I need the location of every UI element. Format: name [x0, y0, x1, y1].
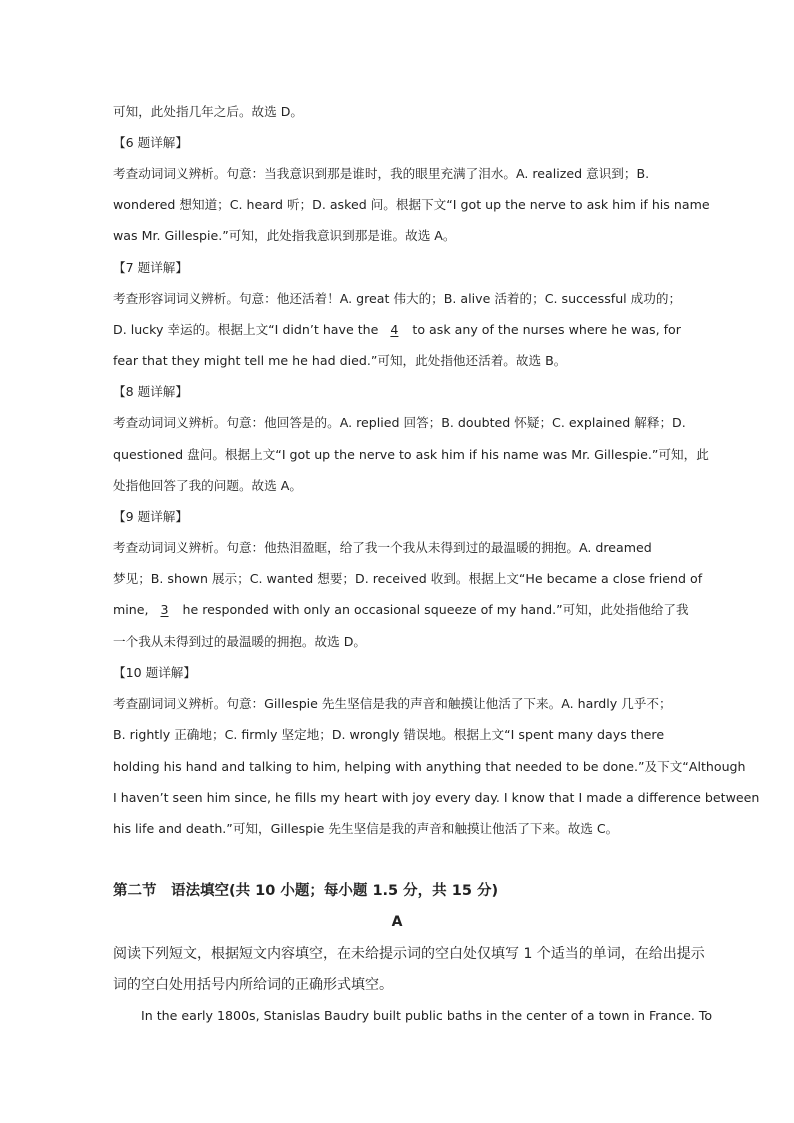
blank-number: 4: [390, 322, 399, 337]
text-line: 一个我从未得到过的最温暖的拥抱。故选 D。: [113, 634, 366, 649]
passage-line: In the early 1800s, Stanislas Baudry built public baths in the center of a town in France. To: [141, 1008, 713, 1023]
text-segment: D. lucky 幸运的。根据上文“I didn’t have the: [113, 322, 379, 337]
text-line: fear that they might tell me he had died.”可知，此处指他还活着。故选 B。: [113, 353, 567, 368]
text-line: his life and death.”可知，Gillespie 先生坚信是我的声音和触摸让他活了下来。故选 C。: [113, 821, 619, 836]
text-line: [113, 600, 713, 620]
instruction-line: 词的空白处用括号内所给词的正确形式填空。: [113, 977, 393, 993]
question-8-heading: 【8 题详解】: [113, 384, 188, 399]
question-7-heading: 【7 题详解】: [113, 260, 188, 275]
blank-number: 3: [160, 602, 169, 617]
text-line: holding his hand and talking to him, helping with anything that needed to be done.”及下文“Although: [113, 759, 746, 774]
text-line: I haven’t seen him since, he fills my heart with joy every day. I know that I made a difference between: [113, 790, 760, 805]
instruction-line: 阅读下列短文，根据短文内容填空，在未给提示词的空白处仅填写 1 个适当的单词，在给出提示: [113, 946, 705, 962]
part-label: A: [391, 914, 403, 930]
question-9-heading: 【9 题详解】: [113, 509, 188, 524]
text-segment: he responded with only an occasional squeeze of my hand.”可知，此处指他给了我: [182, 602, 689, 617]
text-line: 考查形容词词义辨析。句意：他还活着！A. great 伟大的；B. alive 活着的；C. successful 成功的；: [113, 291, 682, 306]
question-10-heading: 【10 题详解】: [113, 665, 196, 680]
text-line: [113, 320, 713, 340]
text-line: 处指他回答了我的问题。故选 A。: [113, 478, 302, 493]
text-line: 考查动词词义辨析。句意：他回答是的。A. replied 回答；B. doubted 怀疑；C. explained 解释；D.: [113, 415, 686, 430]
text-line: B. rightly 正确地；C. firmly 坚定地；D. wrongly 错误地。根据上文“I spent many days there: [113, 727, 665, 742]
text-line: 考查副词词义辨析。句意：Gillespie 先生坚信是我的声音和触摸让他活了下来。A. hardly 几乎不；: [113, 696, 672, 711]
text-line: 考查动词词义辨析。句意：当我意识到那是谁时，我的眼里充满了泪水。A. realized 意识到；B.: [113, 166, 650, 181]
text-line: 梦见；B. shown 展示；C. wanted 想要；D. received 收到。根据上文“He became a close friend of: [113, 571, 703, 586]
text-segment: to ask any of the nurses where he was, for: [412, 322, 681, 337]
text-line: 考查动词词义辨析。句意：他热泪盈眶，给了我一个我从未得到过的最温暖的拥抱。A. dreamed: [113, 540, 652, 555]
section-heading: 第二节 语法填空(共 10 小题；每小题 1.5 分，共 15 分): [113, 883, 499, 899]
text-line: wondered 想知道；C. heard 听；D. asked 问。根据下文“I got up the nerve to ask him if his name: [113, 197, 710, 212]
text-line: 可知，此处指几年之后。故选 D。: [113, 104, 304, 119]
text-segment: mine,: [113, 602, 149, 617]
text-line: questioned 盘问。根据上文“I got up the nerve to ask him if his name was Mr. Gillespie.”可知，此: [113, 447, 709, 462]
text-line: was Mr. Gillespie.”可知，此处指我意识到那是谁。故选 A。: [113, 228, 456, 243]
question-6-heading: 【6 题详解】: [113, 135, 188, 150]
